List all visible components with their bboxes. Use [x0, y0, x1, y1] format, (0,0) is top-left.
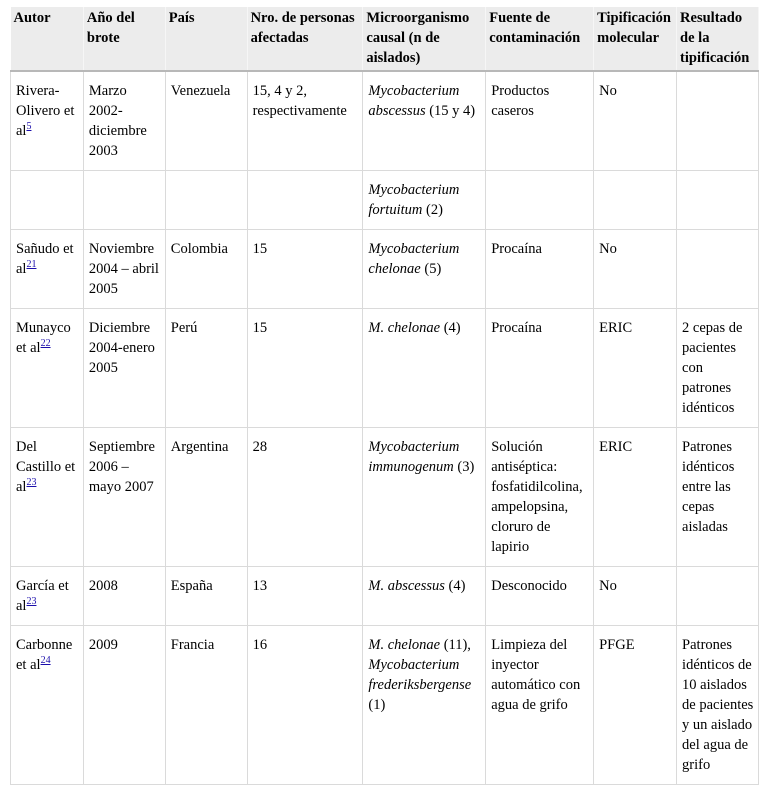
- isolate-count: (11),: [440, 637, 471, 653]
- cell-personas: 16: [247, 626, 363, 785]
- organism-name: Mycobacterium immunogenum: [368, 439, 460, 475]
- organism-name: Mycobacterium chelonae: [368, 241, 460, 277]
- cell-resultado: [677, 230, 759, 309]
- isolate-count: (4): [440, 320, 461, 336]
- cell-anio: Noviembre 2004 – abril 2005: [83, 230, 165, 309]
- isolate-count: (3): [453, 459, 475, 475]
- header-fuente: Fuente de contaminación: [486, 7, 594, 71]
- cell-pais: Venezuela: [165, 71, 247, 171]
- cell-autor: [11, 171, 84, 230]
- cell-microorganismo: [363, 230, 486, 309]
- cell-pais: Perú: [165, 309, 247, 428]
- cell-fuente: [486, 171, 594, 230]
- cell-microorganismo: [363, 71, 486, 171]
- organism-name: M. abscessus: [368, 578, 445, 594]
- cell-personas: 28: [247, 428, 363, 567]
- isolate-count-2: (1): [368, 697, 386, 713]
- cell-tipificacion: No: [594, 230, 677, 309]
- cell-pais: Colombia: [165, 230, 247, 309]
- cell-microorganismo: [363, 626, 486, 785]
- cell-tipificacion: PFGE: [594, 626, 677, 785]
- cell-anio: Septiembre 2006 – mayo 2007: [83, 428, 165, 567]
- cell-resultado: Patrones idénticos de 10 aislados de pacientes y un aislado del agua de grifo: [677, 626, 759, 785]
- organism-name: Mycobacterium fortuitum: [368, 182, 460, 218]
- table-row: [11, 171, 759, 230]
- table-row: [11, 71, 759, 171]
- cell-anio: Marzo 2002-diciembre 2003: [83, 71, 165, 171]
- outbreaks-table: [10, 7, 759, 785]
- cell-tipificacion: ERIC: [594, 428, 677, 567]
- author-name: García et al: [16, 578, 69, 614]
- cell-tipificacion: ERIC: [594, 309, 677, 428]
- cell-pais: Argentina: [165, 428, 247, 567]
- cell-anio: 2009: [83, 626, 165, 785]
- cell-resultado: [677, 567, 759, 626]
- reference-link[interactable]: 24: [40, 655, 51, 666]
- isolate-count: (15 y 4): [425, 103, 476, 119]
- cell-resultado: Patrones idénticos entre las cepas aisladas: [677, 428, 759, 567]
- cell-pais: Francia: [165, 626, 247, 785]
- header-personas: Nro. de personas afectadas: [247, 7, 363, 71]
- cell-fuente: Solución antiséptica: fosfatidilcolina, ampelopsina, cloruro de lapirio: [486, 428, 594, 567]
- cell-pais: España: [165, 567, 247, 626]
- cell-resultado: 2 cepas de pacientes con patrones idénticos: [677, 309, 759, 428]
- cell-microorganismo: [363, 567, 486, 626]
- reference-link[interactable]: 23: [26, 477, 37, 488]
- cell-personas: 15: [247, 309, 363, 428]
- header-resultado: Resultado de la tipificación: [677, 7, 759, 71]
- table-row: [11, 626, 759, 785]
- table-header-row: [11, 7, 759, 71]
- header-anio: Año del brote: [83, 7, 165, 71]
- organism-name: Mycobacterium abscessus: [368, 83, 460, 119]
- organism-name-2: Mycobacterium frederiksbergense: [368, 657, 472, 693]
- table-row: [11, 567, 759, 626]
- cell-tipificacion: No: [594, 567, 677, 626]
- author-name: Carbonne et al: [16, 637, 73, 673]
- cell-tipificacion: No: [594, 71, 677, 171]
- reference-link[interactable]: 21: [26, 259, 37, 270]
- cell-autor: [11, 309, 84, 428]
- table-row: [11, 230, 759, 309]
- cell-tipificacion: [594, 171, 677, 230]
- cell-personas: 15, 4 y 2, respectivamente: [247, 71, 363, 171]
- isolate-count: (5): [420, 261, 442, 277]
- cell-resultado: [677, 171, 759, 230]
- cell-autor: [11, 567, 84, 626]
- cell-microorganismo: [363, 428, 486, 567]
- reference-link[interactable]: 22: [40, 338, 51, 349]
- cell-personas: 13: [247, 567, 363, 626]
- cell-personas: [247, 171, 363, 230]
- header-autor: Autor: [11, 7, 84, 71]
- cell-anio: Diciembre 2004-enero 2005: [83, 309, 165, 428]
- author-name: Del Castillo et al: [16, 439, 76, 495]
- organism-name: M. chelonae: [368, 637, 441, 653]
- cell-personas: 15: [247, 230, 363, 309]
- organism-name: M. chelonae: [368, 320, 441, 336]
- cell-autor: [11, 230, 84, 309]
- reference-link[interactable]: 5: [26, 121, 32, 132]
- cell-autor: [11, 626, 84, 785]
- header-microorganismo: Microorganismo causal (n de aislados): [363, 7, 486, 71]
- cell-anio: [83, 171, 165, 230]
- cell-autor: [11, 428, 84, 567]
- reference-link[interactable]: 23: [26, 596, 37, 607]
- cell-pais: [165, 171, 247, 230]
- cell-fuente: Procaína: [486, 309, 594, 428]
- author-name: Munayco et al: [16, 320, 71, 356]
- cell-anio: 2008: [83, 567, 165, 626]
- cell-autor: [11, 71, 84, 171]
- header-pais: País: [165, 7, 247, 71]
- cell-fuente: Desconocido: [486, 567, 594, 626]
- cell-fuente: Procaína: [486, 230, 594, 309]
- cell-microorganismo: [363, 309, 486, 428]
- cell-fuente: Limpieza del inyector automático con agua de grifo: [486, 626, 594, 785]
- author-name: Sañudo et al: [16, 241, 74, 277]
- isolate-count: (4): [444, 578, 466, 594]
- cell-resultado: [677, 71, 759, 171]
- table-row: [11, 309, 759, 428]
- header-tipificacion: Tipificación molecular: [594, 7, 677, 71]
- isolate-count: (2): [422, 202, 443, 218]
- cell-microorganismo: [363, 171, 486, 230]
- cell-fuente: Productos caseros: [486, 71, 594, 171]
- author-name: Rivera-Olivero et al: [16, 83, 75, 139]
- table-row: [11, 428, 759, 567]
